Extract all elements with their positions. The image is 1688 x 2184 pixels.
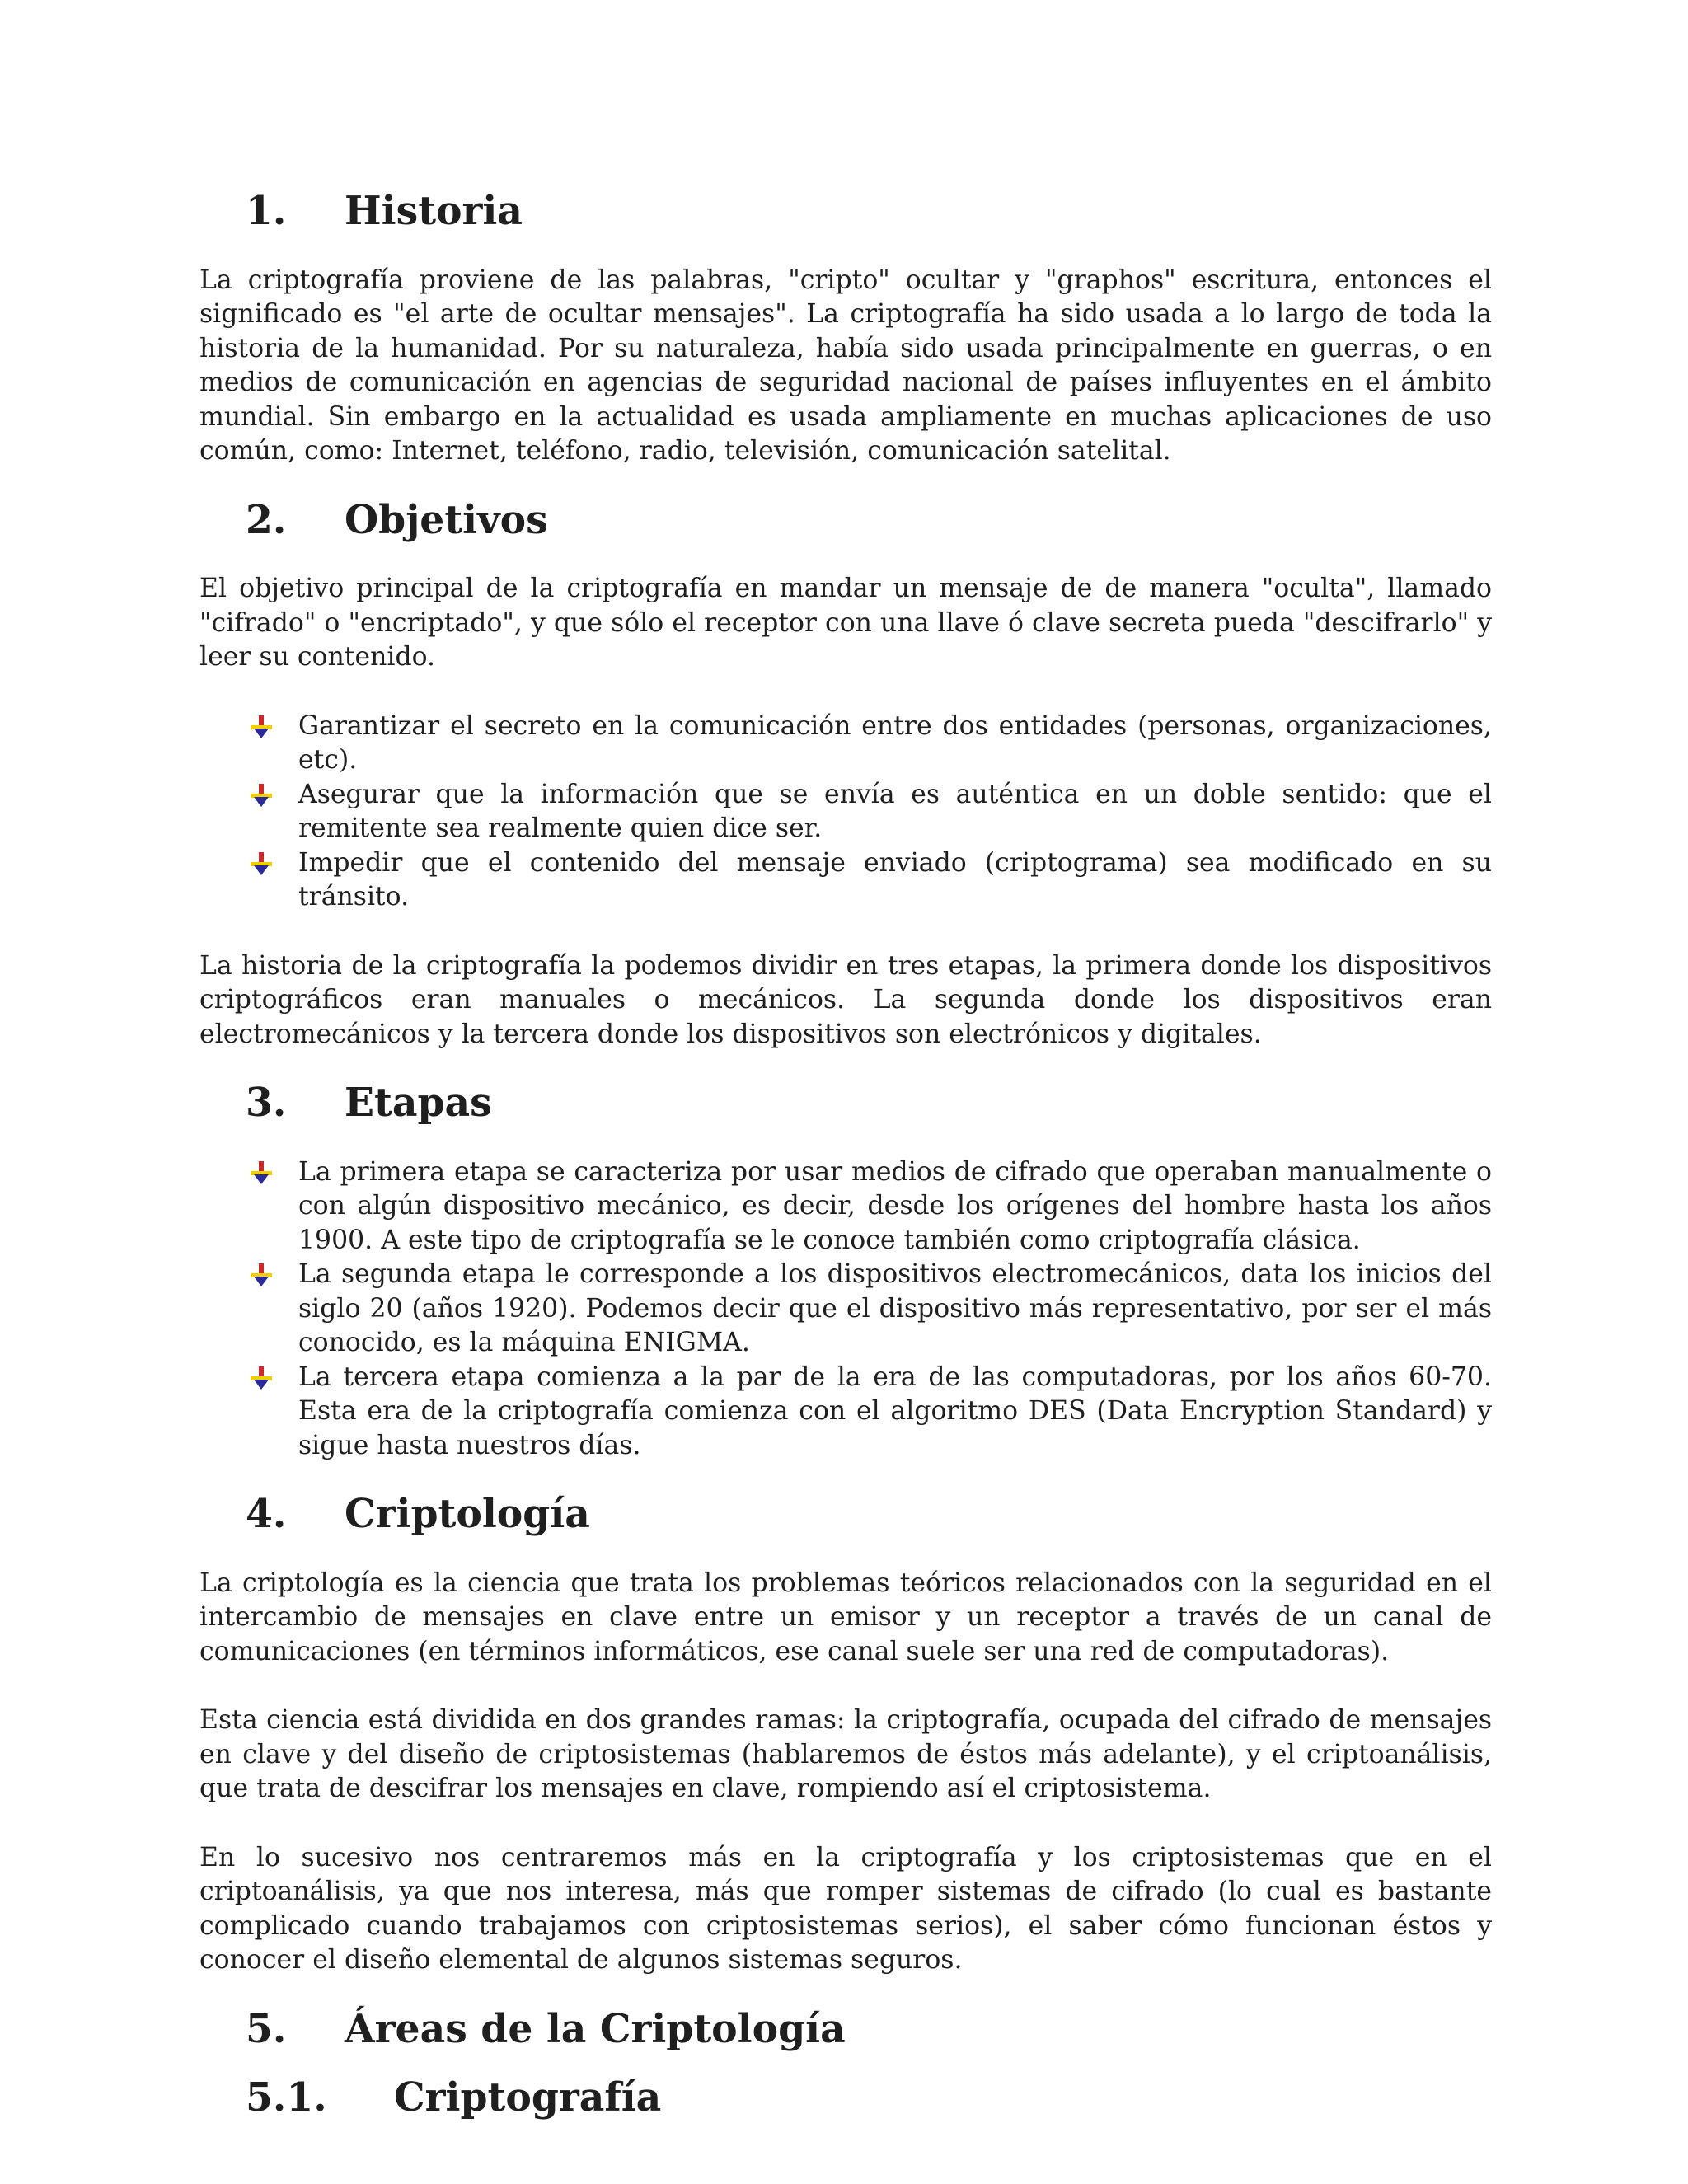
heading-number: 1. bbox=[246, 189, 287, 234]
document-page bbox=[199, 189, 1492, 2121]
objetivos-list bbox=[199, 710, 1492, 915]
etapas-list bbox=[199, 1155, 1492, 1464]
heading-title: Áreas de la Criptología bbox=[345, 2006, 846, 2052]
paragraph-historia: La criptografía proviene de las palabras, "cripto" ocultar y "graphos" escritura, entonces el significado es "el arte de ocultar mensajes". La criptografía ha sido usada a lo largo de toda la historia de la humanidad. Por su naturaleza, había sido usada principalmente en guerras, o en medios de comunicación en agencias de seguridad nacional de países influyentes en el ámbito mundial. Sin embargo en la actualidad es usada ampliamente en muchas aplicaciones de uso común, como: Internet, teléfono, radio, televisión, comunicación satelital. bbox=[199, 265, 1492, 466]
list-item: Garantizar el secreto en la comunicación entre dos entidades (personas, organizaciones, etc). bbox=[199, 710, 1492, 778]
heading-historia bbox=[199, 189, 1492, 234]
heading-number: 5.1. bbox=[246, 2075, 327, 2121]
heading-title: Criptografía bbox=[394, 2075, 662, 2121]
paragraph-criptologia-3: En lo sucesivo nos centraremos más en la criptografía y los criptosistemas que en el criptoanálisis, ya que nos interesa, más que romper sistemas de cifrado (lo cual es bastante complicado cuando trabajamos con criptosistemas serios), el saber cómo funcionan éstos y conocer el diseño elemental de algunos sistemas seguros. bbox=[199, 1842, 1492, 1975]
list-item: Asegurar que la información que se envía es auténtica en un doble sentido: que el remitente sea realmente quien dice ser. bbox=[199, 778, 1492, 846]
list-item: La tercera etapa comienza a la par de la era de las computadoras, por los años 60-70. Esta era de la criptografía comienza con el algoritmo DES (Data Encryption Standard) y sigue hasta nuestros días. bbox=[199, 1361, 1492, 1464]
down-arrow-bullet-icon bbox=[251, 1161, 272, 1184]
paragraph-etapas-intro: La historia de la criptografía la podemos dividir en tres etapas, la primera donde los dispositivos criptográficos eran manuales o mecánicos. La segunda donde los dispositivos eran electromecánicos y la tercera donde los dispositivos son electrónicos y digitales. bbox=[199, 950, 1492, 1049]
heading-etapas bbox=[199, 1080, 1492, 1126]
down-arrow-bullet-icon bbox=[251, 1263, 272, 1286]
paragraph-objetivos: El objetivo principal de la criptografía en mandar un mensaje de de manera "oculta", llamado "cifrado" o "encriptado", y que sólo el receptor con una llave ó clave secreta pueda "descifrarlo" y leer su contenido. bbox=[199, 574, 1492, 672]
heading-number: 5. bbox=[246, 2006, 287, 2052]
paragraph-criptologia-2: Esta ciencia está dividida en dos grandes ramas: la criptografía, ocupada del cifrado de mensajes en clave y del diseño de criptosistemas (hablaremos de éstos más adelante), y el criptoanálisis, que trata de descifrar los mensajes en clave, rompiendo así el criptosistema. bbox=[199, 1705, 1492, 1803]
heading-number: 3. bbox=[246, 1080, 287, 1126]
heading-areas bbox=[199, 2006, 1492, 2052]
heading-number: 2. bbox=[246, 497, 287, 543]
down-arrow-bullet-icon bbox=[251, 784, 272, 807]
heading-criptografia bbox=[199, 2075, 1492, 2121]
down-arrow-bullet-icon bbox=[251, 852, 272, 875]
down-arrow-bullet-icon bbox=[251, 715, 272, 738]
heading-objetivos bbox=[199, 497, 1492, 543]
heading-title: Objetivos bbox=[345, 497, 548, 543]
heading-criptologia bbox=[199, 1492, 1492, 1537]
list-item: La primera etapa se caracteriza por usar medios de cifrado que operaban manualmente o con algún dispositivo mecánico, es decir, desde los orígenes del hombre hasta los años 1900. A este tipo de criptografía se le conoce también como criptografía clásica. bbox=[199, 1155, 1492, 1258]
list-item: La segunda etapa le corresponde a los dispositivos electromecánicos, data los inicios del siglo 20 (años 1920). Podemos decir que el dispositivo más representativo, por ser el más conocido, es la máquina ENIGMA. bbox=[199, 1258, 1492, 1361]
list-item: Impedir que el contenido del mensaje enviado (criptograma) sea modificado en su tránsito. bbox=[199, 846, 1492, 915]
heading-title: Etapas bbox=[345, 1080, 492, 1126]
heading-number: 4. bbox=[246, 1492, 287, 1537]
paragraph-criptologia-1: La criptología es la ciencia que trata los problemas teóricos relacionados con la seguridad en el intercambio de mensajes en clave entre un emisor y un receptor a través de un canal de comunicaciones (en términos informáticos, ese canal suele ser una red de computadoras). bbox=[199, 1568, 1492, 1666]
heading-title: Historia bbox=[345, 189, 523, 234]
down-arrow-bullet-icon bbox=[251, 1366, 272, 1390]
heading-title: Criptología bbox=[345, 1492, 590, 1537]
